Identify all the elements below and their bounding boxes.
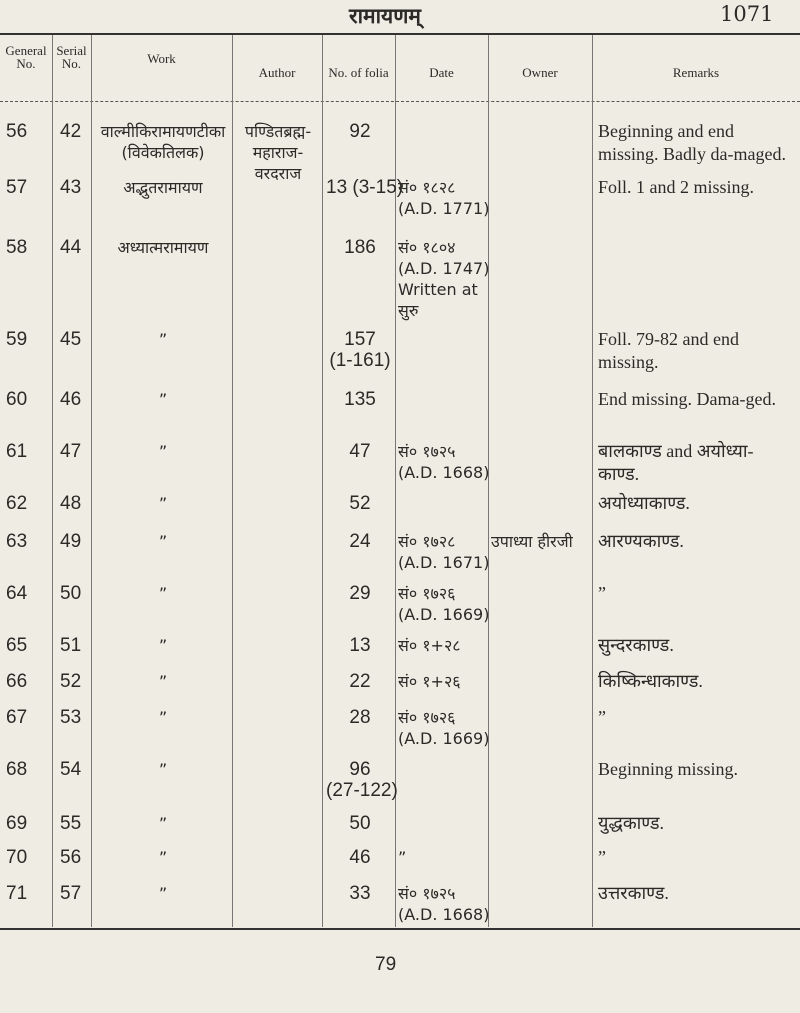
cell-owner: उपाध्या हीरजी xyxy=(491,532,573,551)
column-divider xyxy=(592,35,593,927)
cell-gen: 58 xyxy=(6,237,28,258)
cell-remarks: बालकाण्ड and अयोध्या-काण्ड. xyxy=(598,441,754,484)
cell-work: ” xyxy=(158,532,168,551)
cell-folia: 186 xyxy=(344,237,376,258)
cell-date: सं० १७२६ xyxy=(398,708,456,727)
cell-folia: 47 xyxy=(349,441,371,462)
cell-date: सं० १७२५ xyxy=(398,884,456,903)
cell-work: ” xyxy=(158,636,168,655)
cell-ser: 52 xyxy=(60,671,82,692)
header-owner: Owner xyxy=(522,65,558,80)
cell-remarks: युद्धकाण्ड. xyxy=(598,813,664,833)
cell-author: पण्डितब्रह्म- xyxy=(244,122,312,141)
cell-date: सुरु xyxy=(398,301,419,320)
cell-ser: 47 xyxy=(60,441,82,462)
cell-date: (A.D. 1669) xyxy=(398,729,490,748)
cell-folia: 29 xyxy=(349,583,371,604)
cell-gen: 65 xyxy=(6,635,28,656)
cell-ser: 49 xyxy=(60,531,82,552)
cell-gen: 57 xyxy=(6,177,28,198)
cell-remarks: सुन्दरकाण्ड. xyxy=(598,635,674,655)
cell-gen: 60 xyxy=(6,389,28,410)
cell-folia: 157 xyxy=(344,329,376,350)
cell-remarks: Beginning missing. xyxy=(598,759,739,779)
cell-ser: 55 xyxy=(60,813,82,834)
cell-remarks: End missing. Dama-ged. xyxy=(598,389,776,409)
cell-work: ” xyxy=(158,848,168,867)
cell-gen: 70 xyxy=(6,847,28,868)
header-author: Author xyxy=(258,65,296,80)
cell-work: (विवेकतिलक) xyxy=(121,143,205,162)
cell-gen: 71 xyxy=(6,883,28,904)
cell-gen: 64 xyxy=(6,583,28,604)
cell-date: (A.D. 1671) xyxy=(398,553,490,572)
cell-remarks: आरण्यकाण्ड. xyxy=(598,531,684,551)
cell-date: सं० १+२६ xyxy=(398,672,461,691)
cell-ser: 53 xyxy=(60,707,82,728)
cell-folia: 92 xyxy=(349,121,371,142)
cell-remarks: किष्किन्धाकाण्ड. xyxy=(598,671,703,691)
cell-folia: 24 xyxy=(349,531,371,552)
cell-work: ” xyxy=(158,494,168,513)
cell-work: ” xyxy=(158,330,168,349)
cell-ser: 54 xyxy=(60,759,82,780)
running-title: रामायणम् xyxy=(349,3,421,28)
header-rule xyxy=(0,101,800,102)
column-divider xyxy=(52,35,53,927)
cell-date: सं० १७२६ xyxy=(398,584,456,603)
cell-date: सं० १+२८ xyxy=(398,636,461,655)
cell-folia: 33 xyxy=(349,883,371,904)
cell-folia: 46 xyxy=(349,847,371,868)
bottom-rule xyxy=(0,928,800,930)
cell-gen: 66 xyxy=(6,671,28,692)
cell-folia: (27-122) xyxy=(326,780,398,801)
cell-date: (A.D. 1668) xyxy=(398,905,490,924)
cell-folia: 96 xyxy=(349,759,371,780)
cell-remarks: ” xyxy=(598,583,606,603)
cell-work: ” xyxy=(158,760,168,779)
cell-date: Written at xyxy=(398,280,478,299)
cell-work: ” xyxy=(158,442,168,461)
column-divider xyxy=(322,35,323,927)
cell-gen: 59 xyxy=(6,329,28,350)
column-divider xyxy=(91,35,92,927)
cell-remarks: ” xyxy=(598,847,606,867)
cell-author: महाराज- xyxy=(252,143,304,162)
cell-work: ” xyxy=(158,584,168,603)
cell-gen: 67 xyxy=(6,707,28,728)
cell-ser: 44 xyxy=(60,237,82,258)
cell-folia: (1-161) xyxy=(329,350,391,371)
cell-folia: 22 xyxy=(349,671,371,692)
cell-ser: 51 xyxy=(60,635,82,656)
header-general-no: General No. xyxy=(5,43,47,71)
cell-folia: 135 xyxy=(344,389,376,410)
header-remarks: Remarks xyxy=(672,65,720,80)
cell-date: (A.D. 1668) xyxy=(398,463,490,482)
cell-gen: 69 xyxy=(6,813,28,834)
cell-date: सं० १८२८ xyxy=(398,178,456,197)
column-divider xyxy=(232,35,233,927)
header-folia: No. of folia xyxy=(328,65,389,80)
cell-folia: 52 xyxy=(349,493,371,514)
cell-ser: 45 xyxy=(60,329,82,350)
cell-gen: 61 xyxy=(6,441,28,462)
header-work: Work xyxy=(147,51,176,66)
cell-author: वरदराज xyxy=(254,164,302,183)
cell-ser: 56 xyxy=(60,847,82,868)
cell-ser: 46 xyxy=(60,389,82,410)
cell-gen: 68 xyxy=(6,759,28,780)
cell-folia: 13 xyxy=(349,635,371,656)
cell-date: (A.D. 1771) xyxy=(398,199,490,218)
cell-gen: 63 xyxy=(6,531,28,552)
header-date: Date xyxy=(429,65,454,80)
page-number: 1071 xyxy=(720,2,774,26)
cell-work: अद्भुतरामायण xyxy=(123,178,203,197)
cell-remarks: Foll. 79-82 and end missing. xyxy=(598,329,739,372)
cell-ser: 57 xyxy=(60,883,82,904)
cell-ser: 42 xyxy=(60,121,82,142)
cell-work: ” xyxy=(158,390,168,409)
cell-remarks: उत्तरकाण्ड. xyxy=(598,883,669,903)
cell-gen: 62 xyxy=(6,493,28,514)
cell-work: वाल्मीकिरामायणटीका xyxy=(100,122,226,141)
cell-date: ” xyxy=(398,848,407,867)
cell-remarks: Beginning and end missing. Badly da-maged. xyxy=(598,121,786,164)
cell-remarks: ” xyxy=(598,707,606,727)
cell-remarks: अयोध्याकाण्ड. xyxy=(598,493,690,513)
cell-work: ” xyxy=(158,672,168,691)
cell-work: ” xyxy=(158,884,168,903)
cell-date: (A.D. 1747) xyxy=(398,259,490,278)
cell-date: सं० १७२८ xyxy=(398,532,456,551)
cell-date: सं० १७२५ xyxy=(398,442,456,461)
cell-work: अध्यात्मरामायण xyxy=(117,238,209,257)
cell-ser: 50 xyxy=(60,583,82,604)
cell-remarks: Foll. 1 and 2 missing. xyxy=(598,177,755,197)
top-rule xyxy=(0,33,800,35)
cell-ser: 48 xyxy=(60,493,82,514)
header-serial-no: Serial No. xyxy=(56,43,87,71)
cell-gen: 56 xyxy=(6,121,28,142)
cell-date: सं० १८०४ xyxy=(398,238,456,257)
cell-work: ” xyxy=(158,814,168,833)
cell-work: ” xyxy=(158,708,168,727)
cell-folia: 13 (3-15) xyxy=(326,177,404,198)
cell-date: (A.D. 1669) xyxy=(398,605,490,624)
cell-folia: 28 xyxy=(349,707,371,728)
footer-page-number: 79 xyxy=(375,954,397,975)
cell-ser: 43 xyxy=(60,177,82,198)
cell-folia: 50 xyxy=(349,813,371,834)
